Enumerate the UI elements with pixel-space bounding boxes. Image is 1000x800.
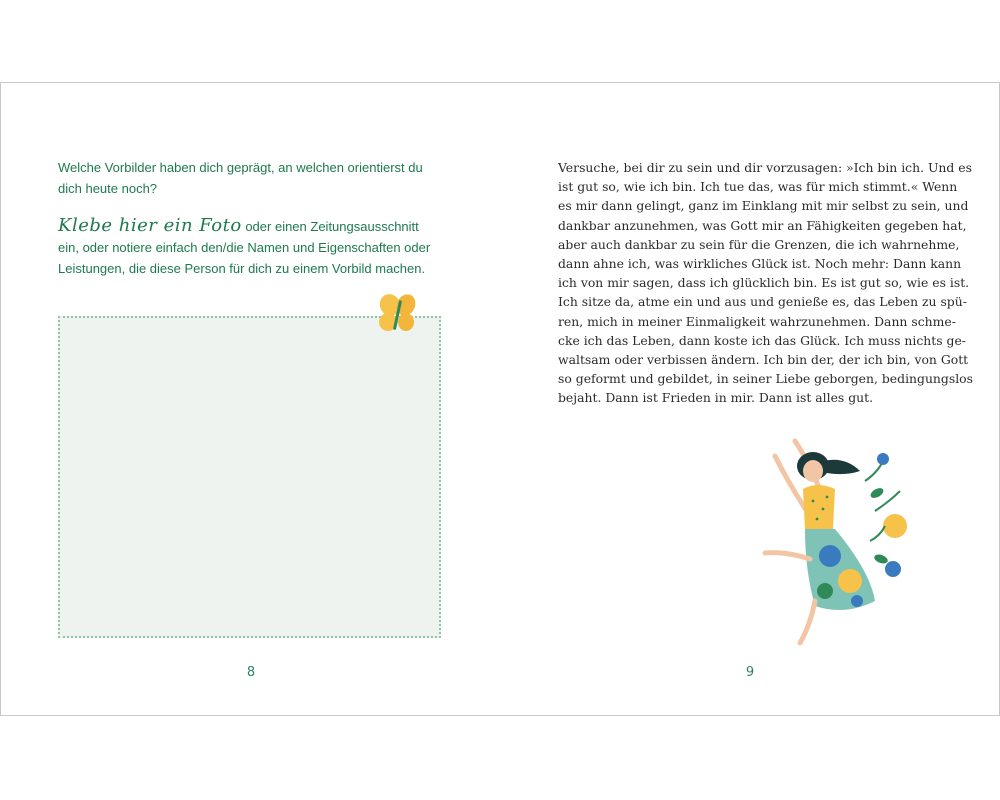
body-line: bejaht. Dann ist Frieden in mir. Dann ist alles gut. (558, 390, 874, 406)
body-line: so geformt und gebildet, in seiner Liebe geborgen, bedingungslos (558, 371, 973, 387)
right-page (500, 83, 999, 715)
left-page (1, 83, 500, 715)
photo-placeholder-box[interactable] (58, 316, 441, 638)
dancing-woman-illustration (755, 431, 935, 651)
body-line: es mir dann gelingt, ganz im Einklang mit mir selbst zu sein, und (558, 198, 969, 214)
body-line: waltsam oder verbissen ändern. Ich bin der, der ich bin, von Gott (558, 352, 969, 368)
instruction-text (58, 215, 438, 279)
body-line: ich von mir sagen, dass ich glücklich bin. Es ist gut so, wie es ist. (558, 275, 970, 291)
body-line: Versuche, bei dir zu sein und dir vorzusagen: »Ich bin ich. Und es (558, 160, 972, 175)
butterfly-icon (373, 290, 421, 338)
body-line: dann ahne ich, was wirkliches Glück ist. Noch mehr: Dann kann (558, 256, 962, 272)
question-text: Welche Vorbilder haben dich geprägt, an welchen orientierst du dich heute noch? (58, 160, 423, 196)
body-text (558, 158, 973, 408)
body-line: cke ich das Leben, dann koste ich das Glück. Ich muss nichts ge- (558, 332, 966, 348)
instruction-body: oder einen Zeitungsausschnitt ein, oder notiere einfach den/die Namen und Eigenschaften oder Leistungen, die diese Person für dich zu einem Vorbild machen. (58, 219, 431, 276)
body-line: Ich sitze da, atme ein und aus und genieße es, das Leben zu spü- (558, 294, 967, 310)
page-number-left: 8 (246, 665, 256, 680)
body-line: ist gut so, wie ich bin. Ich tue das, was für mich stimmt.« Wenn (558, 179, 958, 195)
page-number-right: 9 (745, 665, 755, 680)
book-spread (0, 82, 1000, 716)
body-line: aber auch dankbar zu sein für die Grenzen, die ich wahrnehme, (558, 236, 960, 252)
body-line: ren, mich in meiner Einmaligkeit wahrzunehmen. Dann schme- (558, 313, 956, 329)
instruction-script-heading: Klebe hier ein Foto (58, 215, 242, 236)
body-line: dankbar anzunehmen, was Gott mir an Fähigkeiten gegeben hat, (558, 217, 967, 233)
